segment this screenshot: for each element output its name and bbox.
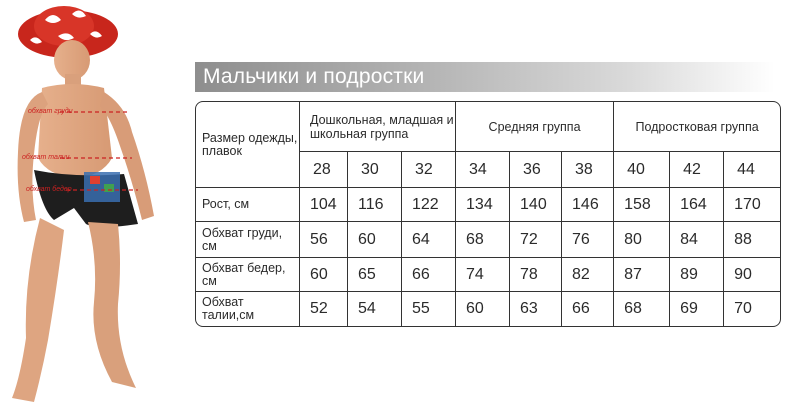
boy-photo: [0, 0, 190, 411]
chest-measure-label: обхват груди: [28, 108, 73, 115]
corner-label-cell: [196, 102, 300, 188]
value-cell: 80: [614, 222, 670, 258]
value-cell: 63: [510, 292, 562, 326]
value-cell: 66: [402, 258, 456, 292]
group-header: Средняя группа: [456, 102, 614, 152]
value-cell: 69: [670, 292, 724, 326]
table-header-row: [196, 102, 780, 152]
value-cell: 70: [734, 300, 752, 317]
row-label: Обхват талии,см: [196, 292, 300, 326]
value-cell: 52: [300, 292, 348, 326]
value-cell: 89: [670, 258, 724, 292]
value-cell: 54: [348, 292, 402, 326]
size-cell: 28: [300, 152, 348, 188]
value-cell: 76: [562, 222, 614, 258]
size-cell: 34: [456, 152, 510, 188]
size-cell: 36: [510, 152, 562, 188]
group-header: Дошкольная, младшая и школьная группа: [300, 102, 456, 152]
value-cell: 82: [562, 258, 614, 292]
table-row: [196, 292, 780, 326]
row-label: Обхват груди, см: [196, 222, 300, 258]
value-cell: 140: [510, 188, 562, 222]
title-bar: [195, 62, 775, 92]
table-row: [196, 222, 780, 258]
size-cell: 44: [724, 152, 780, 188]
value-cell: 68: [614, 292, 670, 326]
value-cell: 66: [562, 292, 614, 326]
value-cell: 90: [724, 258, 780, 292]
hips-measure-label: обхват бедер: [26, 186, 72, 193]
value-cell: 116: [348, 188, 402, 222]
table-row: [196, 188, 780, 222]
corner-label: Размер одежды, плавок: [202, 130, 298, 158]
value-cell: 164: [670, 188, 724, 222]
value-cell: 78: [510, 258, 562, 292]
value-cell: 134: [456, 188, 510, 222]
row-label: Обхват бедер, см: [196, 258, 300, 292]
size-cell: 30: [348, 152, 402, 188]
page-title: Мальчики и подростки: [203, 65, 425, 88]
size-cell: 40: [614, 152, 670, 188]
value-cell: 104: [300, 188, 348, 222]
table-row: [196, 258, 780, 292]
size-cell: 32: [402, 152, 456, 188]
value-cell: 84: [670, 222, 724, 258]
value-cell: 55: [402, 292, 456, 326]
value-cell: 170: [724, 188, 780, 222]
group-header: Подростковая группа: [614, 102, 780, 152]
value-cell: 122: [402, 188, 456, 222]
value-cell: 60: [348, 222, 402, 258]
size-cell: 42: [670, 152, 724, 188]
value-cell: 87: [614, 258, 670, 292]
size-table: [195, 101, 781, 327]
value-cell: 60: [300, 258, 348, 292]
value-cell: 68: [456, 222, 510, 258]
value-cell: 146: [562, 188, 614, 222]
value-cell: 72: [510, 222, 562, 258]
size-cell: 38: [562, 152, 614, 188]
value-cell: 65: [348, 258, 402, 292]
row-label: Рост, см: [196, 188, 300, 222]
value-cell: 158: [614, 188, 670, 222]
value-cell: 88: [724, 222, 780, 258]
waist-measure-label: обхват талии: [22, 154, 70, 161]
value-cell: 74: [456, 258, 510, 292]
value-cell: 64: [402, 222, 456, 258]
value-cell: 56: [300, 222, 348, 258]
value-cell: 60: [456, 292, 510, 326]
